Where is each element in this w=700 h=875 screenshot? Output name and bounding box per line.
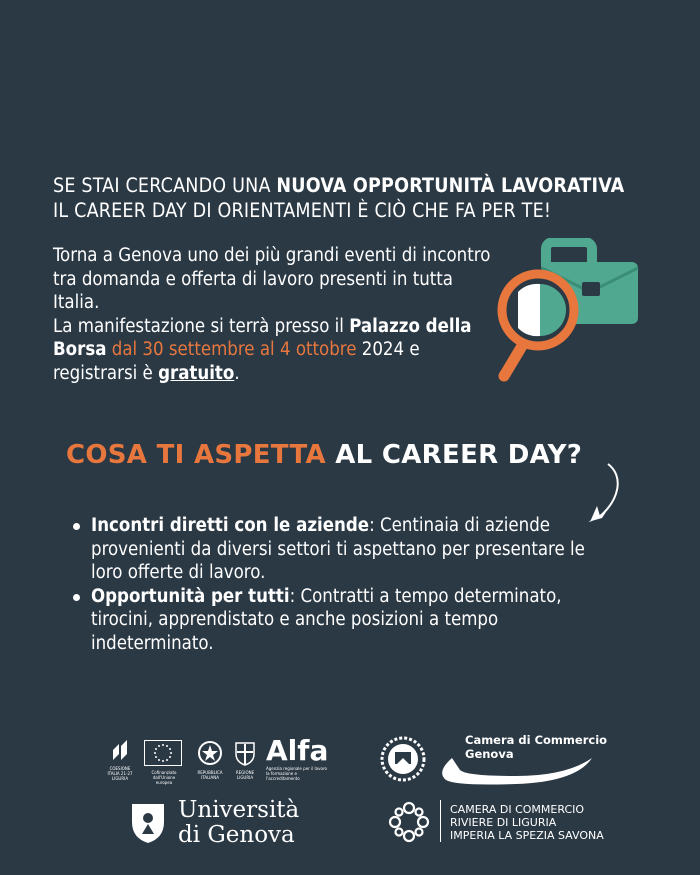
intro-paragraph-1: Torna a Genova uno dei più grandi eventi di incontro tra domanda e offerta di lavoro presenti in tutta Italia. xyxy=(53,245,491,313)
bullet-title: Opportunità per tutti xyxy=(91,585,290,607)
intro-p2-end: . xyxy=(234,362,240,384)
section-heading xyxy=(66,440,582,470)
riviere-line2: RIVIERE DI LIGURIA xyxy=(450,816,557,829)
riviere-line3: IMPERIA LA SPEZIA SAVONA xyxy=(450,829,604,842)
unige-line2: di Genova xyxy=(178,822,295,848)
hero-line1-bold: NUOVA OPPORTUNITÀ LAVORATIVA xyxy=(276,174,625,197)
venue-name: Palazzo della Borsa xyxy=(53,315,472,360)
riviere-text xyxy=(450,803,604,842)
coesione-logo xyxy=(105,738,135,781)
eu-flag-icon xyxy=(144,740,182,766)
repubblica-logo xyxy=(192,740,228,780)
hero-title xyxy=(53,173,624,223)
camera-genova-line1: Camera di Commercio xyxy=(465,733,608,747)
camera-genova-swoosh-icon xyxy=(436,752,598,788)
alfa-wordmark: Alfa xyxy=(266,734,329,767)
coesione-icon xyxy=(105,738,135,762)
intro-text xyxy=(53,244,503,385)
bullet-text: : Centinaia di aziende provenienti da diversi settori ti aspettano per presentare le loro offerte di lavoro. xyxy=(91,515,585,583)
section-heading-orange: COSA TI ASPETTA xyxy=(66,440,326,470)
camera-genova-line2: Genova xyxy=(465,747,514,761)
intro-p2-prefix: La manifestazione si terrà presso il xyxy=(53,315,350,337)
briefcase-search-icon xyxy=(494,238,644,386)
riviere-line1: CAMERA DI COMMERCIO xyxy=(450,803,585,816)
unige-line1: Università xyxy=(178,797,300,823)
unige-shield-icon xyxy=(130,800,166,844)
list-item xyxy=(73,514,593,585)
repubblica-label: REPUBBLICA ITALIANA xyxy=(197,770,223,780)
regione-label: REGIONE LIGURIA xyxy=(235,770,255,780)
eu-label: Cofinanziato dall'Unione europea xyxy=(151,770,177,785)
coesione-label: COESIONE ITALIA 21-27 LIGURIA xyxy=(107,766,133,781)
unige-wordmark xyxy=(178,798,299,848)
riviere-emblem-icon xyxy=(387,800,431,844)
riviere-divider xyxy=(440,800,441,842)
repubblica-emblem-icon xyxy=(192,740,228,766)
intro-paragraph-2 xyxy=(53,315,503,386)
event-dates: dal 30 settembre al 4 ottobre xyxy=(106,339,357,360)
alfa-subtitle: Agenzia regionale per il lavoro la formazione e l'accreditamento xyxy=(266,766,327,781)
section-heading-white: AL CAREER DAY? xyxy=(325,440,583,470)
list-item xyxy=(73,585,593,656)
benefits-list xyxy=(73,514,593,655)
regione-shield-icon xyxy=(232,740,258,766)
camera-genova-emblem-icon xyxy=(380,736,426,782)
bullet-text: : Contratti a tempo determinato, tirocini, apprendistato e anche posizioni a tempo indeterminato. xyxy=(91,585,562,654)
alfa-logo xyxy=(266,736,328,781)
intro-p2-mid: 2024 e registrarsi è xyxy=(53,339,420,384)
eu-logo xyxy=(144,740,184,785)
bullet-title: Incontri diretti con le aziende xyxy=(91,515,370,536)
regione-logo xyxy=(232,740,258,780)
hero-line2: IL CAREER DAY DI ORIENTAMENTI È CIÒ CHE FA PER TE! xyxy=(53,199,552,222)
free-registration: gratuito xyxy=(158,362,235,384)
hero-line1-prefix: SE STAI CERCANDO UNA xyxy=(53,174,277,197)
